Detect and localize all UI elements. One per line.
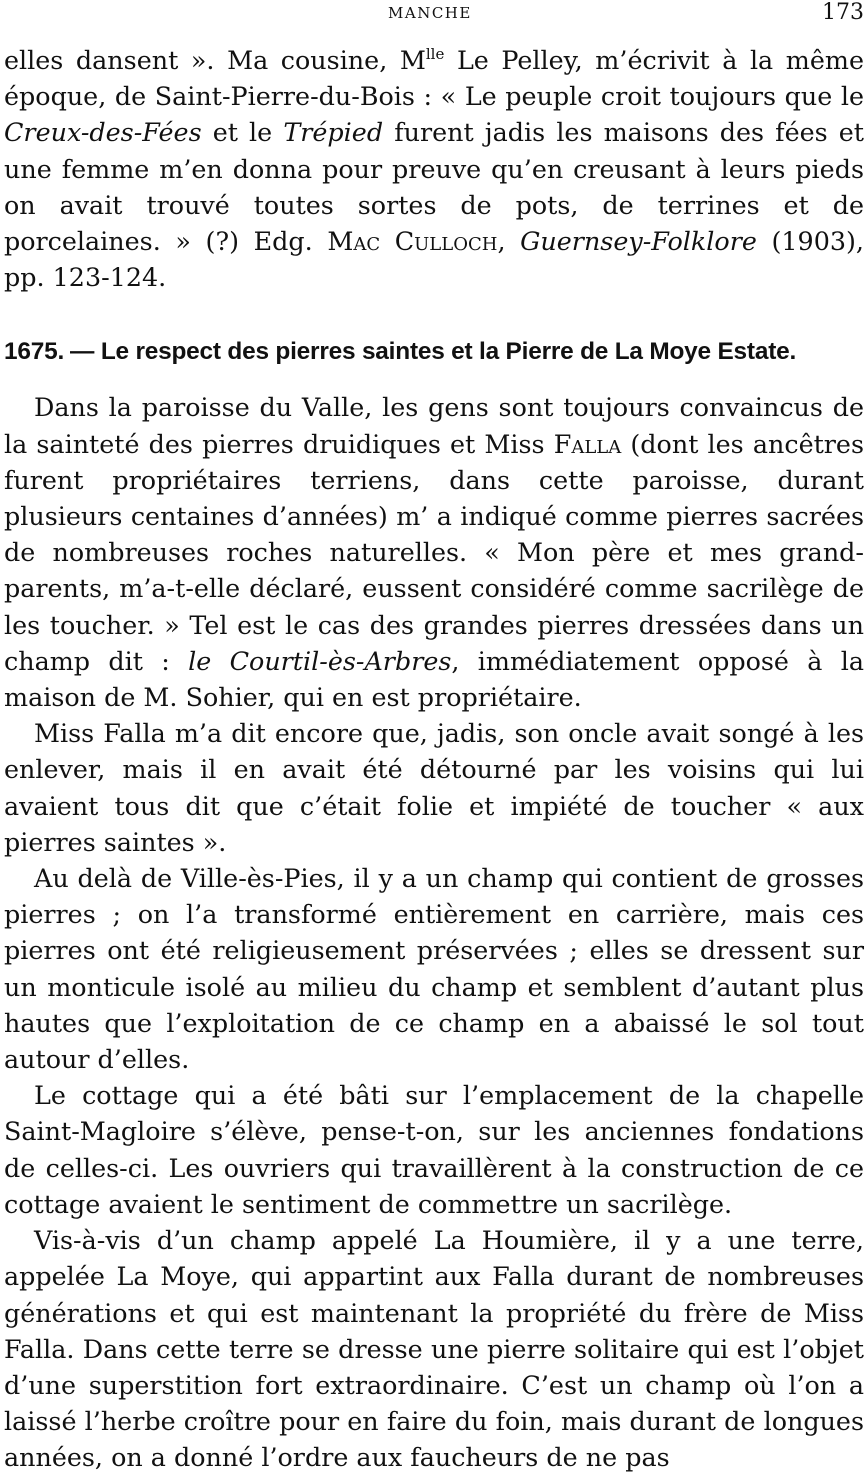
section-heading — [4, 335, 864, 369]
body-text — [4, 42, 864, 1476]
text-run: Dans la paroisse du Valle, les gens sont toujours convaincus de la sainteté des pierres druidiques et Miss — [4, 392, 864, 459]
text-run: furent jadis les maisons des fées et une femme m’en donna pour preuve qu’en creusant à leurs pieds on avait trouvé toutes sortes de pots, de terrines et de porcelaines. » (?) Edg. — [4, 117, 864, 257]
paragraph: Le cottage qui a été bâti sur l’emplacement de la chapelle Saint-Magloire s’élève, pense-t-on, sur les anciennes fondations de celles-ci. Les ouvriers qui travaillèrent à la construction de ce cottage avaient le sentiment de commettre un sacrilège. — [4, 1080, 864, 1219]
text-run: , immédiatement opposé à la maison de M. Sohier, qui en est propriétaire. — [4, 645, 864, 713]
text-run: et le — [201, 117, 284, 148]
text-run: elles dansent ». Ma cousine, M — [4, 45, 426, 75]
italic-term: Trépied — [283, 117, 384, 148]
text-run: (1903), pp. 123-124. — [4, 226, 864, 293]
paragraph: Miss Falla m’a dit encore que, jadis, son oncle avait songé à les enlever, mais il en avait été détourné par les voisins qui lui avaient tous dit que c’était folie et impiété de toucher « aux pierres saintes ». — [4, 718, 864, 857]
section-title: — Le respect des pierres saintes et la Pierre de La Moye Estate. — [70, 338, 797, 366]
running-title: MANCHE — [388, 4, 472, 22]
person-name: Falla — [553, 428, 622, 459]
paragraph: Au delà de Ville-ès-Pies, il y a un champ qui contient de grosses pierres ; on l’a transformé entièrement en carrière, mais ces pierres ont été religieusement préservées ; elles se dressent sur un monticule isolé au milieu du champ et semblent d’autant plus hautes que l’exploitation de ce champ en a abaissé le sol tout autour d’elles. — [4, 863, 864, 1075]
text-run: Le Pelley, m’écrivit à la même époque, de Saint-Pierre-du-Bois : « Le peuple croit toujours que le — [4, 45, 865, 112]
page-header — [0, 2, 868, 28]
italic-term: le Courtil-ès-Arbres — [188, 645, 452, 676]
paragraph — [4, 389, 864, 715]
text-run: , — [497, 226, 521, 257]
paragraph: Vis-à-vis d’un champ appelé La Houmière, il y a une terre, appelée La Moye, qui appartint aux Falla durant de nombreuses générations et qui est maintenant la propriété du frère de Miss Falla. Dans cette terre se dresse une pierre solitaire qui est l’objet d’une superstition fort extraordinaire. C’est un champ où l’on a laissé l’herbe croître pour en faire du foin, mais durant de longues années, on a donné l’ordre aux faucheurs de ne pas — [4, 1225, 864, 1473]
author-name: Mac Culloch — [327, 226, 498, 257]
paragraph-intro — [4, 42, 864, 295]
page-number: 173 — [822, 0, 864, 25]
superscript: lle — [425, 45, 445, 63]
text-run: (dont les ancêtres furent propriétaires terriens, dans cette paroisse, durant plusieurs centaines d’années) m’ a indiqué comme pierres sacrées de nombreuses roches naturelles. « Mon père et mes grand-parents, m’a-t-elle déclaré, eussent considéré comme sacrilège de les toucher. » Tel est le cas des grandes pierres dressées dans un champ dit : — [4, 428, 864, 676]
italic-title: Guernsey-Folklore — [520, 226, 757, 257]
italic-term: Creux-des-Fées — [4, 117, 202, 148]
section-number: 1675. — [4, 338, 65, 366]
